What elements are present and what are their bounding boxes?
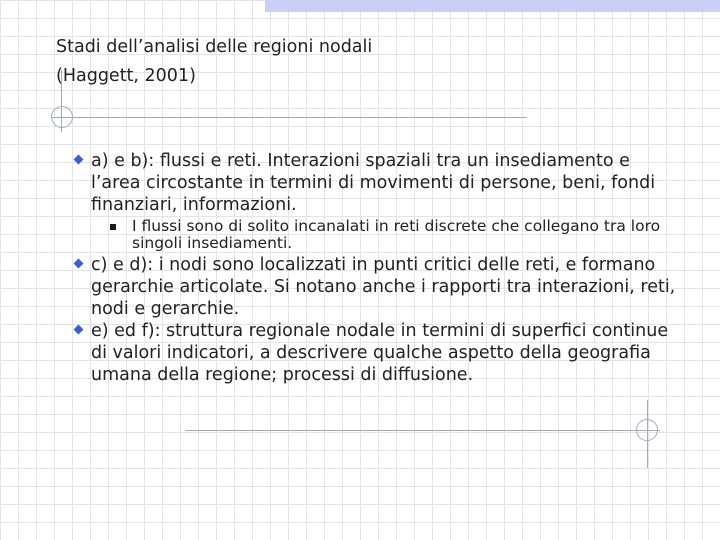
bullet-text: c) e d): i nodi sono localizzati in punti critici delle reti, e formano gerarchie articolate. Si notano anche i rapporti tra interazioni, reti, nodi e gerarchie. bbox=[91, 255, 676, 319]
diamond-bullet-icon bbox=[74, 259, 84, 269]
bullet-item bbox=[70, 254, 680, 320]
title-line: (Haggett, 2001) bbox=[56, 66, 196, 86]
diamond-bullet-icon bbox=[74, 325, 84, 335]
decor-ring-top bbox=[51, 106, 73, 128]
decor-horizontal-line-bottom bbox=[185, 430, 660, 431]
bullet-text: a) e b): flussi e reti. Interazioni spaziali tra un insediamento e l’area circostante in termini di movimenti di persone, beni, fondi finanziari, informazioni. bbox=[91, 151, 656, 215]
bullet-text: e) ed f): struttura regionale nodale in termini di superfici continue di valori indicatori, a descrivere qualche aspetto della geografia umana della regione; processi di diffusione. bbox=[91, 321, 669, 385]
bullet-list bbox=[70, 150, 680, 386]
decor-horizontal-line-top bbox=[52, 117, 527, 118]
bullet-item bbox=[70, 320, 680, 386]
sub-bullet-text: I flussi sono di solito incanalati in reti discrete che collegano tra loro singoli insediamenti. bbox=[132, 217, 661, 252]
bullet-item bbox=[70, 150, 680, 216]
title-line: Stadi dell’analisi delle regioni nodali bbox=[56, 37, 373, 57]
sub-bullet-item bbox=[70, 218, 680, 252]
decor-ring-bottom bbox=[636, 419, 658, 441]
diamond-bullet-icon bbox=[74, 155, 84, 165]
slide-title bbox=[56, 33, 476, 91]
square-bullet-icon bbox=[110, 224, 116, 230]
top-accent-bar bbox=[265, 0, 720, 12]
